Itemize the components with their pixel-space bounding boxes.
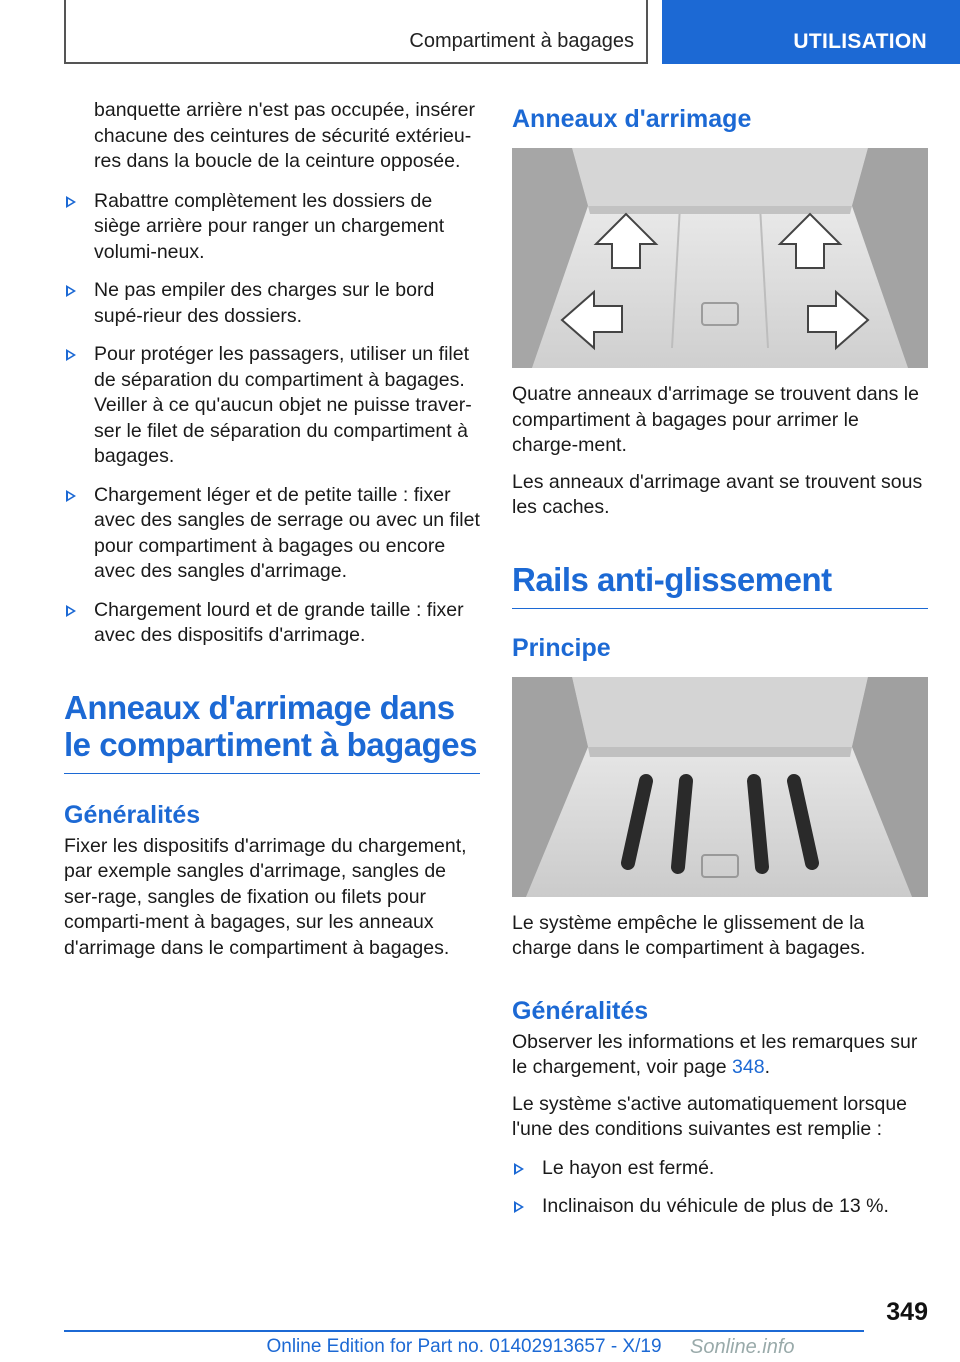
list-item: Le hayon est fermé. — [512, 1156, 928, 1182]
header-chapter-tab[interactable] — [662, 0, 960, 64]
continued-paragraph: banquette arrière n'est pas occupée, insérer chacune des ceintures de sécurité extérieu-res dans la boucle de la ceinture opposée. — [94, 99, 475, 172]
list-item: Rabattre complètement les dossiers de siège arrière pour ranger un chargement volumi-neux. — [64, 189, 480, 266]
anti-slip-rail — [678, 781, 686, 867]
footer-watermark: Sonline.info — [690, 1336, 795, 1358]
principle-paragraph: Le système empêche le glissement de la charge dans le compartiment à bagages. — [512, 911, 866, 959]
footer-edition: Online Edition for Part no. 01402913657 - X/19 — [266, 1336, 662, 1357]
bullet-triangle-icon — [66, 490, 76, 502]
bullet-triangle-icon — [66, 605, 76, 617]
general-paragraph: Fixer les dispositifs d'arrimage du chargement, par exemple sangles d'arrimage, sangles de ser-rage, sangles de fixation ou filets pour comparti-ment à bagages, sur les anneaux d'arrimage dans le compartiment à bagages. — [64, 834, 467, 959]
loading-tips-list — [64, 189, 480, 649]
footer-divider — [64, 1330, 864, 1332]
rings-title: Anneaux d'arrimage — [512, 105, 752, 133]
activation-conditions-list — [512, 1156, 928, 1220]
left-column — [64, 98, 480, 972]
list-item: Ne pas empiler des charges sur le bord supé-rieur des dossiers. — [64, 278, 480, 329]
header-chapter-title: UTILISATION — [793, 30, 927, 53]
list-item: Chargement léger et de petite taille : fixer avec des sangles de serrage ou avec un filet pour compartiment à bagages ou encore avec des sangles d'arrimage. — [64, 483, 480, 585]
cargo-rings-figure — [512, 148, 928, 368]
section-title-anti-slip-rails: Rails anti-glissement — [512, 561, 928, 609]
header-section-tab — [64, 0, 648, 64]
bullet-triangle-icon — [66, 196, 76, 208]
page-reference-link[interactable]: 348 — [732, 1056, 765, 1078]
section-title-anchor-rings: Anneaux d'arrimage dans le compartiment à bagages — [64, 689, 480, 774]
rails-general-title: Généralités — [512, 996, 649, 1025]
anti-slip-rails-figure — [512, 677, 928, 897]
principle-title: Principe — [512, 633, 611, 662]
bullet-triangle-icon — [514, 1201, 524, 1213]
list-item: Inclinaison du véhicule de plus de 13 %. — [512, 1194, 928, 1220]
page-number: 349 — [886, 1298, 928, 1326]
list-item: Pour protéger les passagers, utiliser un filet de séparation du compartiment à bagages. Veiller à ce qu'aucun objet ne puisse traver-ser le filet de séparation du compartiment à bagages. — [64, 342, 480, 470]
activation-paragraph: Le système s'active automatiquement lorsque l'une des conditions suivantes est remplie : — [512, 1092, 908, 1140]
rings-paragraph-2: Les anneaux d'arrimage avant se trouvent sous les caches. — [512, 470, 923, 518]
bullet-triangle-icon — [66, 349, 76, 361]
rails-general-paragraph: Observer les informations et les remarques sur le chargement, voir page 348. — [512, 1030, 918, 1078]
header-section-title: Compartiment à bagages — [409, 30, 634, 52]
list-item: Chargement lourd et de grande taille : fixer avec des dispositifs d'arrimage. — [64, 598, 480, 649]
right-column — [512, 98, 928, 1233]
subsection-title-general: Généralités — [64, 800, 201, 829]
anti-slip-rail — [754, 781, 762, 867]
bullet-triangle-icon — [514, 1163, 524, 1175]
bullet-triangle-icon — [66, 285, 76, 297]
rings-paragraph-1: Quatre anneaux d'arrimage se trouvent dans le compartiment à bagages pour arrimer le charge-ment. — [512, 383, 919, 456]
